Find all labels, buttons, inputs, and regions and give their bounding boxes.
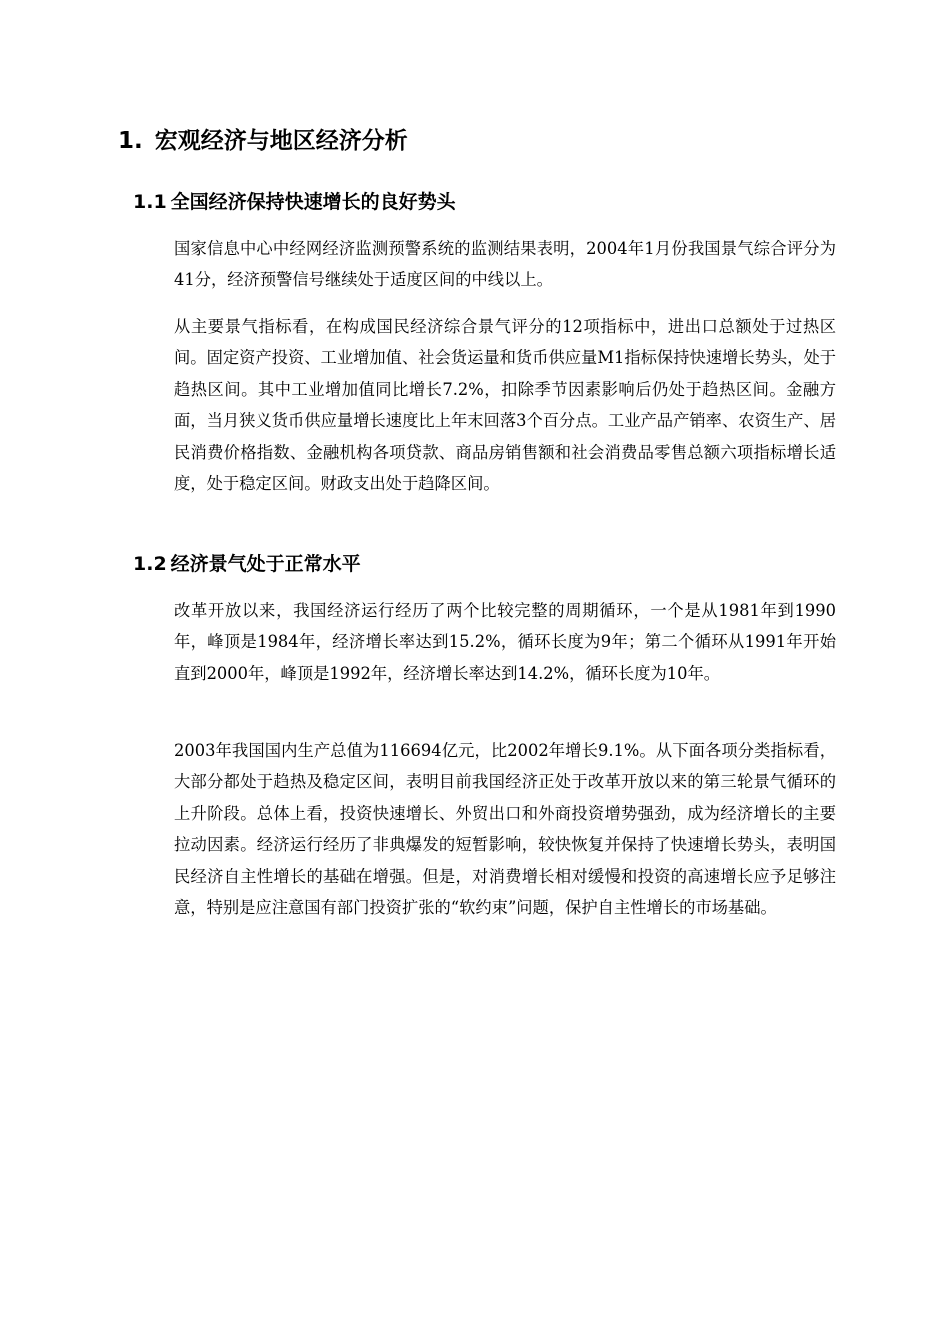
subsection-title: 全国经济保持快速增长的良好势头 [170, 191, 456, 213]
subsection-heading [133, 549, 361, 579]
section-title: 宏观经济与地区经济分析 [154, 128, 408, 154]
section-heading [118, 124, 408, 158]
subsection-heading [133, 187, 456, 217]
subsection-number: 1.1 [133, 191, 167, 213]
subsection-title: 经济景气处于正常水平 [170, 553, 361, 575]
body-paragraph: 2003年我国国内生产总值为116694亿元，比2002年增长9.1%。从下面各项分类指标看，大部分都处于趋热及稳定区间，表明目前我国经济正处于改革开放以来的第三轮景气循环的上升阶段。总体上看，投资快速增长、外贸出口和外商投资增势强劲，成为经济增长的主要拉动因素。经济运行经历了非典爆发的短暂影响，较快恢复并保持了快速增长势头，表明国民经济自主性增长的基础在增强。但是，对消费增长相对缓慢和投资的高速增长应予足够注意，特别是应注意国有部门投资扩张的“软约束”问题，保护自主性增长的市场基础。 [174, 741, 836, 918]
subsection-number: 1.2 [133, 553, 167, 575]
body-paragraph: 改革开放以来，我国经济运行经历了两个比较完整的周期循环，一个是从1981年到1990年，峰顶是1984年，经济增长率达到15.2%，循环长度为9年；第二个循环从1991年开始直到2000年，峰顶是1992年，经济增长率达到14.2%，循环长度为10年。 [174, 601, 836, 683]
body-paragraph: 从主要景气指标看，在构成国民经济综合景气评分的12项指标中，进出口总额处于过热区间。固定资产投资、工业增加值、社会货运量和货币供应量M1指标保持快速增长势头，处于趋热区间。其中工业增加值同比增长7.2%，扣除季节因素影响后仍处于趋热区间。金融方面，当月狭义货币供应量增长速度比上年末回落3个百分点。工业产品产销率、农资生产、居民消费价格指数、金融机构各项贷款、商品房销售额和社会消费品零售总额六项指标增长适度，处于稳定区间。财政支出处于趋降区间。 [174, 317, 837, 494]
section-number: 1. [118, 128, 143, 154]
body-paragraph: 国家信息中心中经网经济监测预警系统的监测结果表明，2004年1月份我国景气综合评分为41分，经济预警信号继续处于适度区间的中线以上。 [174, 239, 836, 290]
